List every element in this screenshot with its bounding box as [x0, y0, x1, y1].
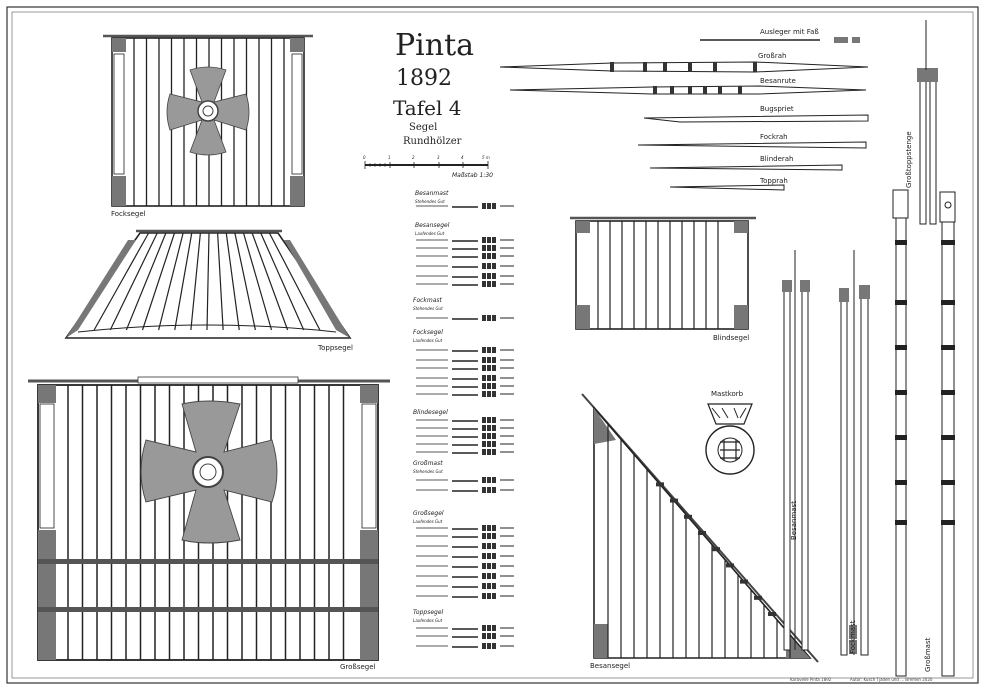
rig-besanmast: Besanmast [415, 190, 449, 197]
rig-besanmast-sub: Stehendes Gut [415, 199, 445, 204]
label-grosssegel: Großsegel [340, 663, 376, 671]
rig-fockmast: Fockmast [413, 297, 442, 304]
spars-drawing [500, 37, 868, 190]
label-besanmast: Besanmast [790, 501, 798, 540]
rig-besansegel-sub: Laufendes Gut [415, 231, 445, 236]
label-blinderah: Blinderah [760, 155, 794, 163]
rig-fockmast-sub: Stehendes Gut [413, 306, 443, 311]
label-fockrah: Fockrah [760, 133, 788, 141]
label-topprah: Topprah [760, 177, 788, 185]
footer-right: Autor: Kusch Tjaden und ... Bremen 2020 [850, 677, 933, 682]
rig-grossmast-sub: Stehendes Gut [413, 469, 443, 474]
plan-title: Pinta [395, 28, 475, 63]
label-blindsegel: Blindsegel [713, 334, 750, 342]
besansegel-drawing [582, 394, 818, 662]
label-grossmast: Großmast [924, 637, 932, 672]
scale-tick-5: 5 m [482, 155, 490, 160]
rig-grosssegel-sub: Laufendes Gut [413, 519, 443, 524]
toppsegel-drawing [66, 231, 350, 338]
blindsegel-drawing [570, 218, 756, 329]
scale-bar [365, 161, 488, 169]
grosssegel-drawing [28, 377, 390, 660]
plan-subtitle-segel: Segel [409, 122, 438, 133]
label-besansegel: Besansegel [590, 662, 631, 670]
scale-tick-0: 0 [363, 155, 366, 160]
plan-plate: Tafel 4 [393, 96, 462, 120]
rig-toppsegel: Toppsegel [413, 609, 444, 616]
scale-tick-3: 3 [437, 155, 440, 160]
rig-grossmast: Großmast [413, 460, 443, 467]
mastkorb-drawing [706, 404, 754, 474]
label-mastkorb: Mastkorb [711, 390, 744, 398]
label-grosstoppstenge: Großtoppstenge [905, 131, 913, 188]
scale-tick-1: 1 [388, 155, 391, 160]
scale-tick-4: 4 [461, 155, 464, 160]
label-fockmast: Fockmast [849, 620, 857, 654]
focksegel-drawing [103, 36, 313, 206]
plan-subtitle-rundhoelzer: Rundhölzer [403, 136, 462, 147]
rig-blindesegel: Blindesegel [413, 409, 448, 416]
label-ausleger: Ausleger mit Faß [760, 28, 819, 36]
footer-left: Karavelle Pinta 1892 [790, 677, 832, 682]
label-grossrah: Großrah [758, 52, 787, 60]
rig-grosssegel: Großsegel [413, 510, 444, 517]
rig-besansegel: Besansegel [415, 222, 450, 229]
rig-focksegel-sub: Laufendes Gut [413, 338, 443, 343]
rigging-tables [416, 203, 514, 649]
scale-label: Maßstab 1:30 [452, 172, 493, 179]
label-besanrute: Besanrute [760, 77, 796, 85]
plan-year: 1892 [396, 66, 452, 91]
label-bugspriet: Bugspriet [760, 105, 794, 113]
rig-focksegel: Focksegel [413, 329, 443, 336]
label-toppsegel: Toppsegel [318, 344, 353, 352]
label-focksegel: Focksegel [111, 210, 146, 218]
rig-toppsegel-sub: Laufendes Gut [413, 618, 443, 623]
scale-tick-2: 2 [412, 155, 415, 160]
